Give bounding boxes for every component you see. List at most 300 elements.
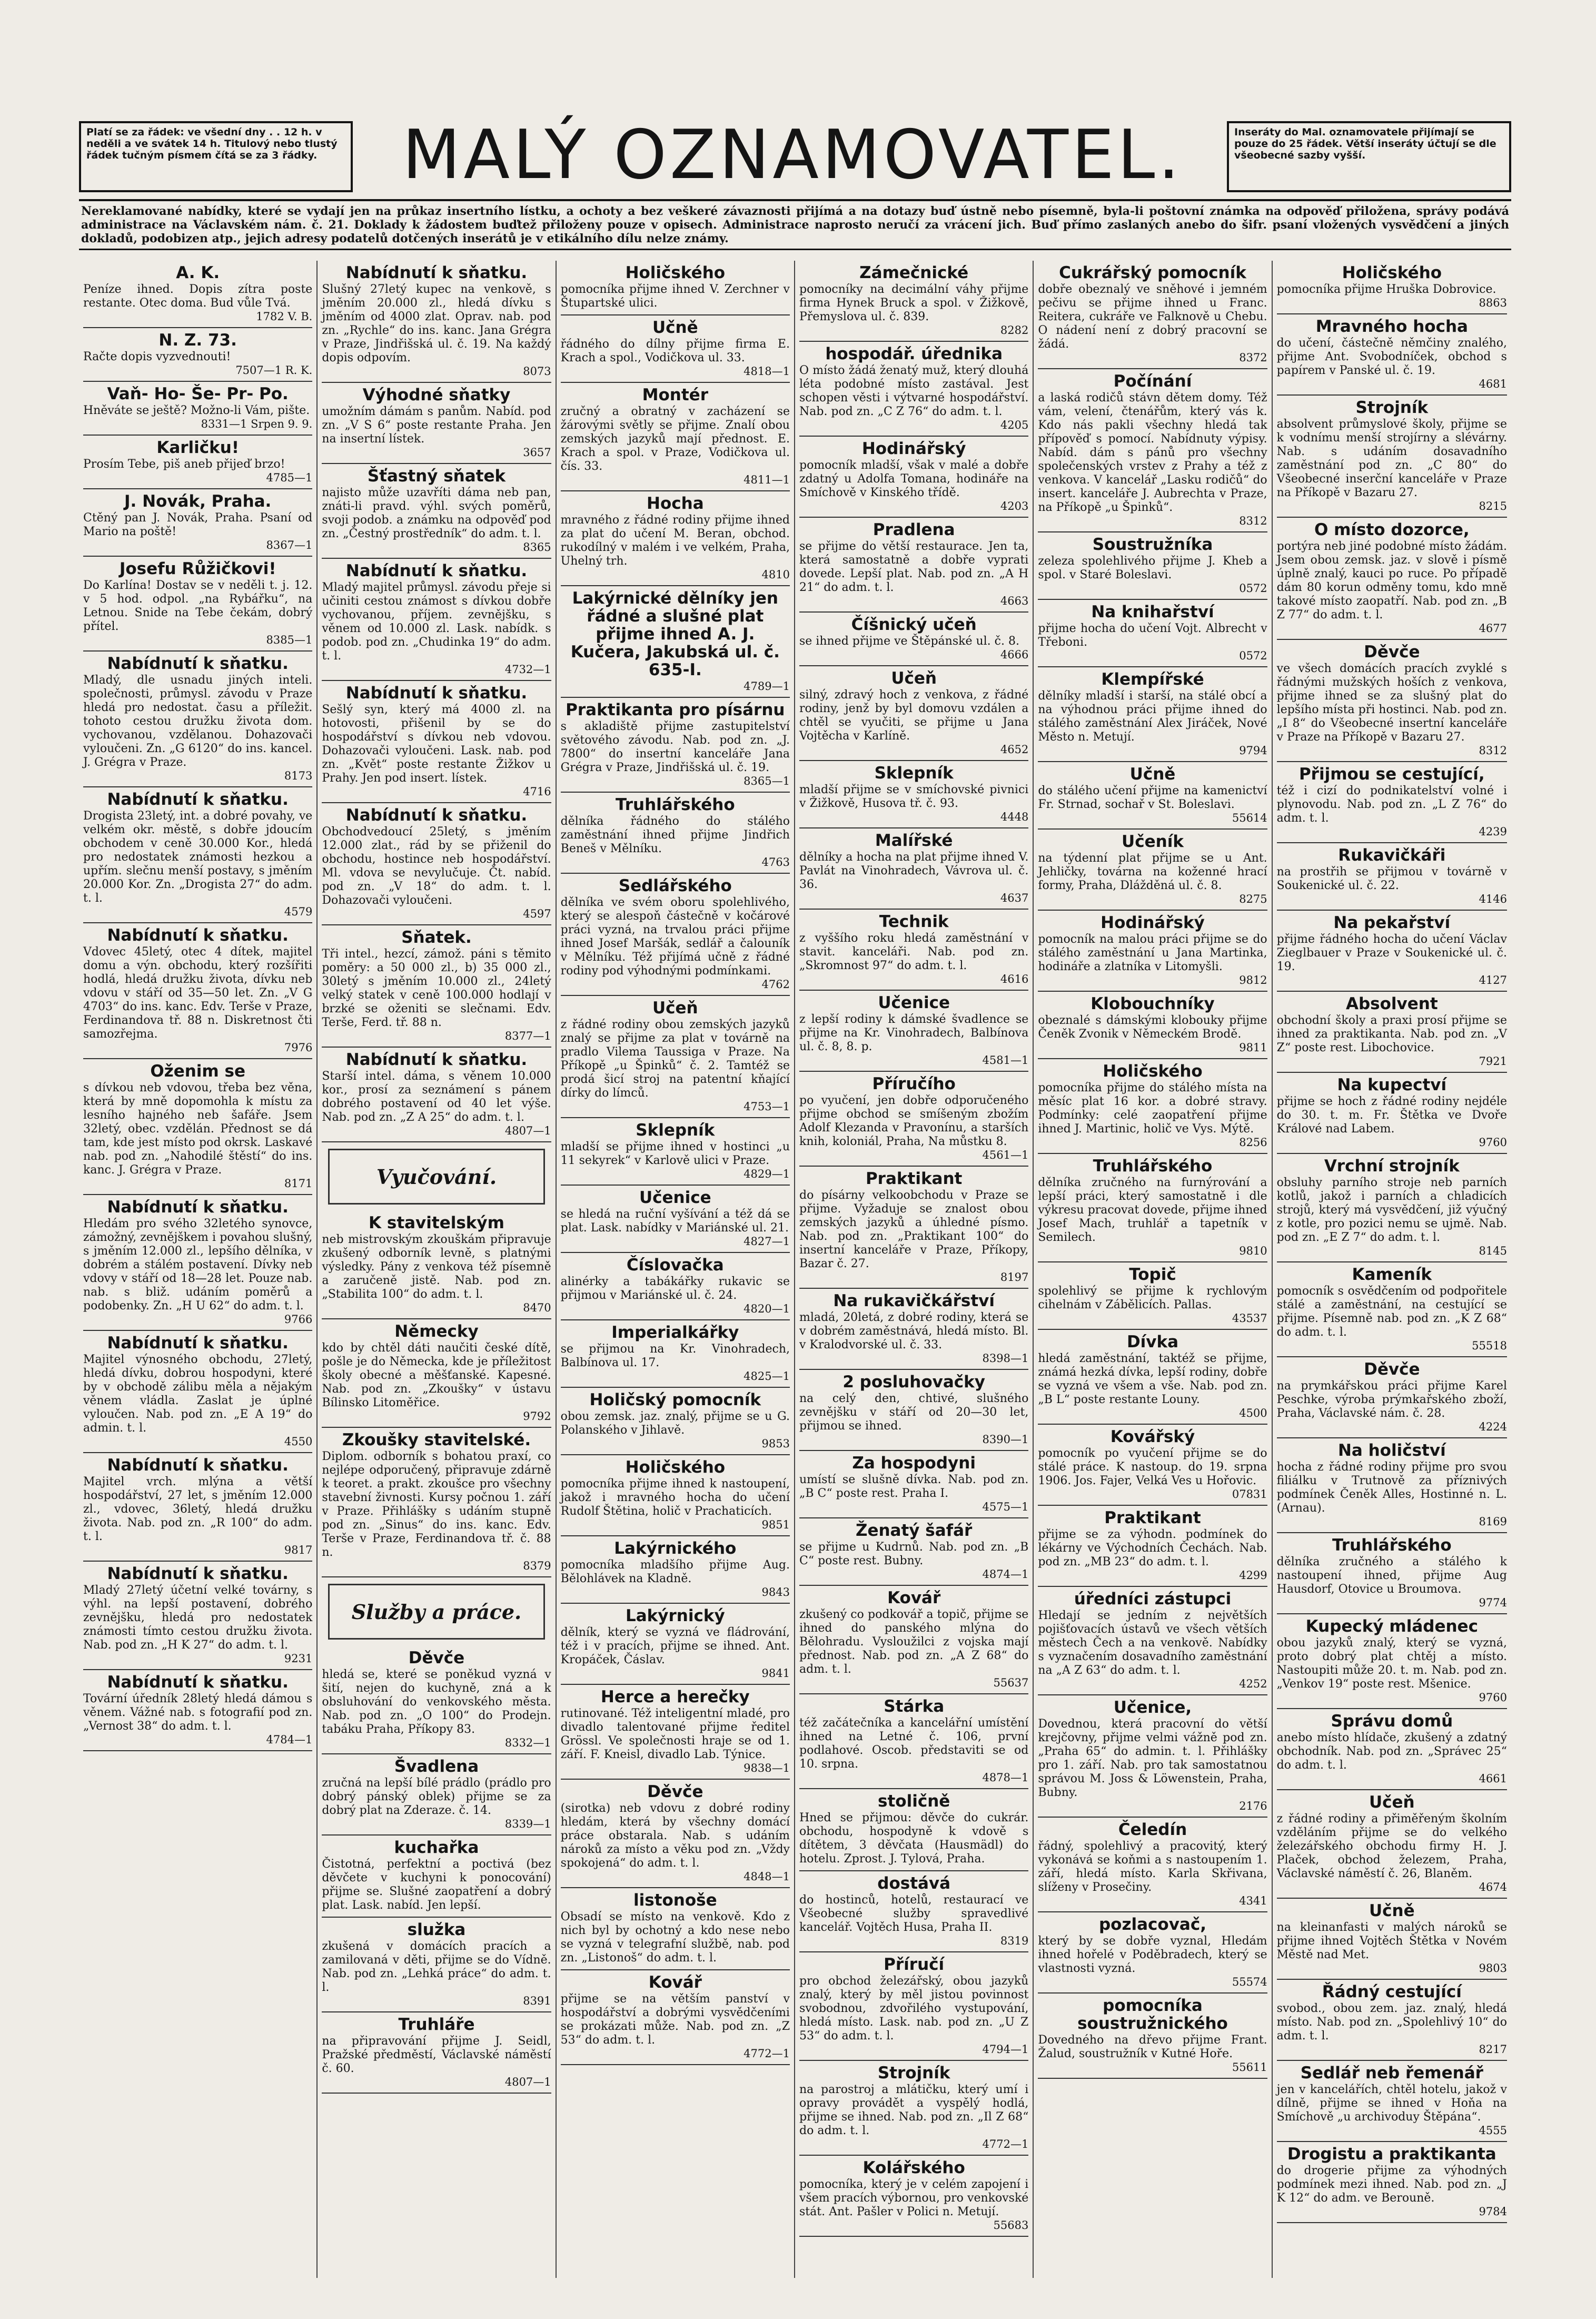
classified-ad xyxy=(322,803,551,925)
ad-heading: Imperialkářky xyxy=(611,1323,739,1342)
ad-reference: 8365 xyxy=(523,541,551,554)
ad-text: mladší přijme se v smíchovské pivnici v Žižkově, Husova tř. č. 93. xyxy=(799,783,1029,810)
classified-ad xyxy=(322,1211,551,1319)
ad-text: též i cizí do podnikatelství volné i plynovodu. Nab. pod zn. „L Z 76“ do adm. t. l. xyxy=(1276,784,1507,825)
ad-reference: 8282 xyxy=(1000,324,1029,337)
classified-ad xyxy=(83,557,312,652)
ad-text: na parostroj a mlátičku, který umí i opravy provádět a vyspělý hodlá, přijme se ihned. Nab. pod zn. „Il Z 68“ do adm. t. l. xyxy=(799,2083,1029,2137)
ad-reference: 4146 xyxy=(1479,893,1507,905)
ad-heading: Kupecký mládenec xyxy=(1305,1617,1478,1636)
ad-text: jen v kancelářích, chtěl hotelu, jakož v dílně, přijme se ihned v Hoňa na Smíchově „u archivoduy Štěpána“. xyxy=(1276,2083,1507,2124)
classified-ad xyxy=(322,1319,551,1428)
ad-heading: Na holičství xyxy=(1337,1441,1446,1460)
ad-text: na týdenní plat přijme se u Ant. Jehličky, továrna na koženné hrací formy, Praha, Dlážděná ul. č. 8. xyxy=(1038,852,1267,892)
ad-text: též začátečníka a kancelářní umístění ihned na Letné č. 106, první podlahové. Oscob. představiti se od 10. srpna. xyxy=(799,1716,1029,1771)
ad-reference: 8275 xyxy=(1239,893,1267,905)
classified-ad xyxy=(83,652,312,787)
ad-reference: 0572 xyxy=(1239,649,1267,662)
classified-ad xyxy=(561,1186,790,1253)
ad-text: pomocníka přijme ihned V. Zerchner v Štupartské ulici. xyxy=(560,283,790,310)
classified-ad xyxy=(1277,1790,1507,1899)
classified-ad xyxy=(1038,600,1267,667)
ad-reference: 55614 xyxy=(1232,812,1267,824)
ad-heading: stoličně xyxy=(878,1792,950,1811)
ad-heading: hospodář. úřednika xyxy=(825,344,1003,363)
ad-text: rutinované. Též inteligentní mladé, pro divadlo talentované přijme ředitel Grössl. Ve společnosti hraje se od 1. září. F. Kneisl, divadlo Lab. Týnice. xyxy=(560,1707,790,1761)
ad-heading: Učeň xyxy=(652,999,698,1018)
administration-notice: Nereklamované nabídky, které se vydají jen na průkaz insertního lístku, a ochoty a bez veškeré závaznosti přijímá a na dotazy buď ústně nebo písemně, byla-li poštovní známka na odpověď přiložena, správy podává administrace na Václavském nám. č. 21. Doklady k žádostem buďtež přiloženy pouze v opisech. Administrace naprosto neručí za vrácení jich. Buď přímo zaslaných anebo do šifr. psaní vložených vysvědčení a jiných dokladů, podobizen atp., jejich adresy podatelů dotčených inserátů je v etikálního dílu nelze známy. xyxy=(79,199,1511,250)
classified-ad xyxy=(1277,843,1507,911)
ad-heading: Praktikanta pro písárnu xyxy=(566,700,785,719)
ad-reference: 4772—1 xyxy=(744,2047,790,2060)
classified-ad xyxy=(799,1167,1028,1289)
classified-ad xyxy=(83,1562,312,1670)
ad-heading: 2 posluhovačky xyxy=(842,1373,986,1392)
classified-ad xyxy=(561,1888,790,1970)
classified-ad xyxy=(799,613,1028,666)
classified-ad xyxy=(1277,1980,1507,2061)
ad-reference: 4674 xyxy=(1479,1881,1507,1893)
classified-ad xyxy=(1038,1154,1267,1262)
ad-heading: Zkoušky stavitelské. xyxy=(342,1430,531,1449)
ad-text: se hledá na ruční vyšívání a též dá se plat. Lask. nabídky v Mariánské ul. 21. xyxy=(560,1208,790,1235)
ad-reference: 4785—1 xyxy=(266,471,313,484)
newspaper-page xyxy=(79,116,1511,2281)
ad-reference: 4772—1 xyxy=(982,2138,1029,2150)
ad-reference: 9853 xyxy=(761,1437,790,1450)
classified-ad xyxy=(561,491,790,586)
ad-text: zkušená v domácích pracích a zamilovaná v děti, přijme se do Vídně. Nab. pod zn. „Lehká práce“ do adm. t. l. xyxy=(322,1940,551,1994)
ad-reference: 4661 xyxy=(1479,1772,1507,1785)
classified-ad xyxy=(83,382,312,436)
ad-heading: Nabídnutí k sňatku. xyxy=(107,1673,289,1692)
ad-heading: Učenice, xyxy=(1113,1698,1192,1717)
ad-heading: Praktikant xyxy=(1104,1508,1201,1527)
ad-text: pomocníky na decimální váhy přijme firma Hynek Bruck a spol. v Žižkově, Přemyslova ul. č. 839. xyxy=(799,283,1029,323)
ad-reference: 4575—1 xyxy=(982,1501,1029,1513)
ad-reference: 4666 xyxy=(1000,648,1029,661)
ad-heading: Stárka xyxy=(884,1697,945,1716)
classified-ad xyxy=(799,761,1028,828)
classified-ad xyxy=(561,1455,790,1536)
ad-text: Obsadí se místo na venkově. Kdo z nich byl by ochotný a kdo nese nebo se vyzná v telegrafní službě, nab. pod zn. „Listonoš“ do adm. t. l. xyxy=(560,1910,790,1965)
ad-heading: Učeň xyxy=(891,669,937,688)
ad-text: Peníze ihned. Dopis zítra poste restante. Otec doma. Bud vůle Tvá. xyxy=(83,283,313,310)
ad-heading: K stavitelským xyxy=(369,1213,504,1232)
ad-heading: Nabídnutí k sňatku. xyxy=(107,1334,289,1353)
classified-ad xyxy=(83,1670,312,1751)
ad-heading: Karličku! xyxy=(156,438,239,457)
classified-ad xyxy=(1277,1073,1507,1154)
ad-text: z lepší rodiny k dámské švadlence se přijme na Kr. Vinohradech, Balbínova ul. č. 8, 8. p. xyxy=(799,1013,1029,1053)
ad-text: Mladý 27letý účetní velké továrny, s výhl. na lepší postavení, dobrého zevnějšku, hledá pro nedostatek známosti tímto cestou družku života. Nab. pod zn. „H K 27“ do adm. t. l. xyxy=(83,1584,313,1652)
ad-text: dělníka zručného na furnýrování a lepší práci, který samostatně i dle výkresu pracovat dovede, přijme ihned Josef Mach, truhlář a tapetník v Semilech. xyxy=(1038,1176,1267,1244)
ad-heading: Holičského xyxy=(625,263,726,282)
ad-text: na připravování přijme J. Seidl, Pražské předměstí, Václavské náměstí č. 60. xyxy=(322,2035,551,2075)
ad-heading: Malířské xyxy=(875,831,953,850)
classified-ad xyxy=(799,1694,1028,1789)
classified-ad xyxy=(1038,830,1267,911)
ad-reference: 9766 xyxy=(284,1313,313,1326)
ad-reference: 4784—1 xyxy=(266,1733,313,1746)
ad-reference: 4252 xyxy=(1239,1677,1267,1690)
ad-text: na prymkářskou práci přijme Karel Peschke, výroba prýmkařského zboží, Praha, Václavské nám. č. 28. xyxy=(1276,1379,1507,1420)
classified-ad xyxy=(799,2156,1028,2237)
ad-text: mladá, 20letá, z dobré rodiny, která se v dobrém zaměstnává, hledá místo. Bl. v Kralodvorské ul. č. 33. xyxy=(799,1311,1029,1351)
pricing-box: Platí se za řádek: ve všední dny . . 12 h. v neděli a ve svátek 14 h. Titulový nebo tlustý řádek tučným písmem čítá se za 3 řádky. xyxy=(79,121,353,192)
ad-heading: Nabídnutí k sňatku. xyxy=(345,806,528,825)
ad-heading: Sklepník xyxy=(874,764,954,783)
classified-ad xyxy=(1038,667,1267,762)
classified-ad xyxy=(1277,518,1507,640)
ad-text: hledá zaměstnání, taktéž se přijme, známá hezká dívka, lepší rodiny, dobře se vyzná ve všem a vše. Nab. pod zn. „B L“ poste restante Louny. xyxy=(1038,1352,1267,1406)
ad-text: se ihned přijme ve Štěpánské ul. č. 8. xyxy=(799,635,1019,648)
classified-ad xyxy=(1277,396,1507,518)
classified-ad xyxy=(322,925,551,1048)
ad-reference: 8398—1 xyxy=(982,1352,1029,1365)
ad-reference: 4762 xyxy=(761,978,790,991)
ad-heading: Sedlář neb řemenář xyxy=(1300,2064,1483,2083)
ad-reference: 4878—1 xyxy=(982,1771,1029,1784)
ad-reference: 8169 xyxy=(1479,1515,1507,1528)
classified-ad xyxy=(799,666,1028,761)
ad-text: pomocníka přijme Hruška Dobrovice. xyxy=(1276,283,1496,296)
ad-column xyxy=(1273,261,1511,2278)
ad-heading: Učeník xyxy=(1122,832,1184,851)
classified-ad xyxy=(1038,1912,1267,1994)
ad-heading: Sedlářského xyxy=(618,876,732,895)
ad-heading: Učně xyxy=(652,318,698,337)
ad-text: pro obchod železářský, obou jazyků znalý, který by měl jistou povinnost svobodnou, zdvořilého vystupování, hledá místo. Lask. nab. pod zn. „U Z 53“ do adm. t. l. xyxy=(799,1975,1029,2042)
classified-ad xyxy=(1038,1330,1267,1425)
ad-reference: 8145 xyxy=(1479,1245,1507,1257)
ad-text: dělník, který se vyzná ve fládrování, též i v pracích, přijme se ihned. Ant. Kropáček, Čáslav. xyxy=(560,1626,790,1666)
ad-text: řádný, spolehlivý a pracovitý, který vykonává se koňmi a s nastoupením 1. září, hledá místo. Karla Skřivana, slíženy v Prosečiny. xyxy=(1038,1840,1267,1894)
ad-text: se přijme do větší restaurace. Jen ta, která samostatně a dobře vyprati dovede. Lepší plat. Nab. pod zn. „A H 21“ do adm. t. l. xyxy=(799,540,1029,594)
ad-heading: listonoše xyxy=(633,1891,717,1910)
ad-reference: 9803 xyxy=(1479,1962,1507,1975)
ad-text: s dívkou neb vdovou, třeba bez věna, která by mně dopomohla k místu za lesního hajného neb šafáře. Jsem 32letý, obec. vzdělán. Přednost se dá tam, kde jest místo pod okrsk. Laskavé nab. pod zn. „Nahodilé štěstí“ do ins. kanc. J. Grégra v Praze. xyxy=(83,1081,313,1177)
ad-text: Majitel výnosného obchodu, 27letý, hledá dívku, dobrou hospodyni, které by v obchodě zálibu měla a nějakým věnem vládla. Zaslat je úplné vyloučen. Nab. pod zn. „E A 19“ do admin. t. l. xyxy=(83,1353,313,1435)
ad-text: dělníky mladší i starší, na stálé obcí a na výhodnou práci přijme ihned do stálého zaměstnání Alex Jiráček, Nové Město n. Metují. xyxy=(1038,689,1267,744)
ad-reference: 4874—1 xyxy=(982,1568,1029,1581)
classified-ad xyxy=(1038,1818,1267,1912)
classified-ad xyxy=(1277,762,1507,843)
classified-ad xyxy=(799,1789,1028,1871)
classified-ad xyxy=(799,910,1028,991)
classified-ad xyxy=(799,1952,1028,2061)
ad-heading: Na pekařství xyxy=(1333,913,1451,932)
ad-column xyxy=(795,261,1034,2278)
ad-reference: 9817 xyxy=(284,1544,313,1556)
ad-reference: 8470 xyxy=(523,1301,551,1314)
ad-heading: Nabídnutí k sňatku. xyxy=(107,1456,289,1475)
classified-ad xyxy=(1277,1533,1507,1614)
ad-text: absolvent průmyslové školy, přijme se k vodnímu menší strojírny a slévárny. Nab. s udáním dosavadního zaměstnání pod zn. „C 80“ do Všeobecné inserční kanceláře v Praze na Příkopě v Bazaru 27. xyxy=(1276,418,1507,499)
ad-heading: Hodinářský xyxy=(861,439,966,458)
ad-reference: 4597 xyxy=(523,907,551,920)
ad-reference: 8365—1 xyxy=(744,775,790,787)
classified-ad xyxy=(561,874,790,996)
classified-ad xyxy=(83,1195,312,1331)
ad-reference: 55574 xyxy=(1232,1976,1267,1988)
classified-ad xyxy=(1277,1357,1507,1438)
classified-ad xyxy=(561,1388,790,1455)
classified-ad xyxy=(1277,2061,1507,2142)
ad-heading: Holičského xyxy=(1342,263,1442,282)
ad-heading: Nabídnutí k sňatku. xyxy=(345,1050,528,1069)
ad-reference: 8332—1 xyxy=(504,1736,551,1749)
ad-text: pomocník po vyučení přijme se do stálé práce. K nastoup. do 19. srpna 1906. Jos. Fajer, Velká Ves u Hořovic. xyxy=(1038,1447,1267,1487)
ad-text: dělníka řádného do stálého zaměstnání ihned přijme Jindřich Beneš v Mělníku. xyxy=(560,815,790,855)
classified-ad xyxy=(561,1320,790,1388)
ad-text: z řádné rodiny obou zemských jazyků znalý se přijme za plat v továrně na pradlo Vilema Taussiga v Praze. Na Příkopě „u Špinků“ č. 2. Tamtéž se prodá šicí stroj na patentní kňající dírky do límců. xyxy=(560,1018,790,1100)
ad-heading: Drogistu a praktikanta xyxy=(1287,2145,1496,2164)
classified-ad xyxy=(561,1604,790,1685)
classified-ad xyxy=(1277,911,1507,992)
ad-heading: Kovář xyxy=(648,1973,702,1992)
ad-text: Tovární úředník 28letý hledá dámou s věnem. Vážné nab. s fotografií pod zn. „Vernost 38“ do adm. t. l. xyxy=(83,1692,313,1733)
classified-ad xyxy=(83,787,312,923)
ad-heading: Na knihařství xyxy=(1091,603,1214,621)
ad-heading: Německy xyxy=(394,1322,479,1341)
ad-heading: Praktikant xyxy=(865,1169,963,1188)
ad-text: Diplom. odborník s bohatou praxí, co nejlépe odporučený, připravuje zdárně k teoret. a prakt. zkoušce pro všechny stavební živnosti. Kursy počnou 1. září v Praze. Přihlášky s udáním stupně pod zn. „Sinus“ do ins. kanc. Edv. Terše v Praze, Ferdinandova tř. č. 88 n. xyxy=(322,1450,551,1559)
ad-reference: 4550 xyxy=(284,1435,313,1448)
ad-reference: 4224 xyxy=(1479,1420,1507,1433)
classified-ad xyxy=(322,559,551,681)
ad-text: Obchodvedoucí 25letý, s jměním 12.000 zlat., rád by se přiženil do obchodu, hostince neb hospodářství. Ml. vdova se nevylučuje. Čt. nabíd. pod zn. „V 18“ do adm. t. l. Dohazovači vyloučeni. xyxy=(322,825,551,907)
ad-reference: 4827—1 xyxy=(744,1235,790,1248)
ad-text: obou jazyků znalý, který se vyzná, proto dobrý plat chtěj a místo. Nastoupiti může 20. t. m. Nab. pod zn. „Venkov 19“ poste rest. Mšenice. xyxy=(1276,1636,1507,1691)
ad-reference: 7976 xyxy=(284,1041,313,1054)
ad-heading: Učenice xyxy=(639,1188,711,1207)
ad-heading: Truhlářského xyxy=(616,795,735,814)
ad-reference: 4807—1 xyxy=(504,1124,551,1137)
ad-text: řádného do dílny přijme firma E. Krach a spol., Vodičkova ul. 33. xyxy=(560,338,790,364)
ad-text: přijme se na větším panství v hospodářství a dobrými vysvědčeními se prokázati může. Nab. pod zn. „Z 53“ do adm. t. l. xyxy=(560,1992,790,2047)
section-heading: Služby a práce. xyxy=(328,1584,544,1640)
ad-reference: 4807—1 xyxy=(504,2076,551,2088)
ad-heading: Učenice xyxy=(878,993,950,1012)
ad-text: pomocníka, který je v celém zapojení i všem pracích výbornou, pro venkovské stát. Ant. Pašler v Polici n. Metují. xyxy=(799,2178,1029,2218)
classified-ad xyxy=(561,996,790,1118)
ad-heading: Děvče xyxy=(1364,1360,1420,1379)
ad-reference: 4637 xyxy=(1000,892,1029,904)
ad-reference: 4663 xyxy=(1000,595,1029,607)
classified-ad xyxy=(1277,1262,1507,1357)
ad-text: Hned se přijmou: děvče do cukrár. obchodu, hospodyně k vdově s dítětem, 3 děvčata (Hausmädl) do hotelu. Zprost. J. Tylová, Praha. xyxy=(799,1811,1029,1866)
ad-text: pomocníka přijme do stálého místa na měsíc plat 16 kor. a dobré stravy. Podmínky: celé zaopatření přijme ihned J. Martinic, holič ve Vys. Mýtě. xyxy=(1038,1081,1267,1136)
ad-heading: Kovářský xyxy=(1110,1427,1195,1446)
classified-ad xyxy=(561,383,790,491)
ad-heading: Nabídnutí k sňatku. xyxy=(107,1564,289,1583)
ad-reference: 8372 xyxy=(1239,351,1267,364)
ad-text: z vyššího roku hledá zaměstnání v stavit. kanceláři. Nab. pod zn. „Skromnost 97“ do adm. t. l. xyxy=(799,932,1029,972)
ad-text: dělníky a hocha na plat přijme ihned V. Pavlát na Vinohradech, Vávrova ul. č. 36. xyxy=(799,851,1029,891)
classified-ad xyxy=(1277,1709,1507,1790)
ad-column xyxy=(557,261,795,2278)
classified-ad xyxy=(561,315,790,383)
classified-ad xyxy=(1277,2142,1507,2223)
ad-heading: Dívka xyxy=(1126,1333,1179,1351)
ad-text: alinérky a tabákářky rukavic se přijmou v Mariánské ul. č. 24. xyxy=(560,1275,790,1302)
ad-text: najisto může uzavříti dáma neb pan, znáti-li pravd. výhl. svých poměrů, svoji podob. a známku na odpověď pod zn. „Čestný prostředník“ do adm. t. l. xyxy=(322,486,551,540)
page-title: MALÝ OZNAMOVATEL. xyxy=(402,116,1183,194)
ad-text: Dovednou, která pracovní do větší krejčovny, přijme velmi vážně pod zn. „Praha 65“ do admin. t. l. Přihlášky pro 1. září. Nab. pro tak samostatnou správou M. Joss & Löwenstein, Praha, Bubny. xyxy=(1038,1718,1267,1799)
ad-reference: 4579 xyxy=(284,905,313,918)
ad-text: Dovedného na dřevo přijme Frant. Žalud, soustružník v Kutné Hoře. xyxy=(1038,2034,1267,2060)
classified-ad xyxy=(561,698,790,793)
ad-text: na kleinanfasti v malých nároků se přijme ihned Vojtěch Štětka v Novém Městě nad Met. xyxy=(1276,1921,1507,1961)
ad-reference: 4732—1 xyxy=(504,663,551,676)
ad-reference: 4127 xyxy=(1479,974,1507,986)
ad-reference: 8312 xyxy=(1239,515,1267,527)
ad-text: O místo žádá ženatý muž, který dlouhá léta podobné místo zastával. Jest schopen věsti i výtvarné hospodářství. Nab. pod zn. „C Z 76“ do adm. t. l. xyxy=(799,364,1029,418)
classified-ad xyxy=(799,991,1028,1072)
ad-reference: 9784 xyxy=(1479,2205,1507,2218)
ad-reference: 1782 V. B. xyxy=(256,310,313,323)
classified-ad xyxy=(322,1646,551,1754)
ad-text: hocha z řádné rodiny přijme pro svou filiálku v Trutnově za příznivých podmínek Čeněk Alles, Hostinné n. L. (Arnau). xyxy=(1276,1461,1507,1515)
ad-heading: Počínání xyxy=(1113,372,1192,391)
ad-text: mravného z řádné rodiny přijme ihned za plat do učení M. Beran, obchod. rukodílný v malém i ve velkém, Praha, Uhelný trh. xyxy=(560,514,790,568)
ad-reference: 4448 xyxy=(1000,811,1029,823)
ad-heading: A. K. xyxy=(176,263,220,282)
ad-heading: Kameník xyxy=(1352,1265,1432,1284)
classified-ad xyxy=(1038,1425,1267,1506)
ad-reference: 9760 xyxy=(1479,1691,1507,1704)
ad-heading: Učeň xyxy=(1369,1793,1415,1812)
ad-reference: 8215 xyxy=(1479,500,1507,512)
ad-heading: pozlacovač, xyxy=(1098,1915,1206,1934)
ad-heading: Ženatý šafář xyxy=(855,1521,973,1540)
ad-reference: 4681 xyxy=(1479,378,1507,390)
ad-text: přijme se za výhodn. podmínek do lékárny ve Východních Čechách. Nab. pod zn. „MB 23“ do adm. t. l. xyxy=(1038,1528,1267,1568)
classified-ad xyxy=(1038,1695,1267,1818)
ad-heading: služka xyxy=(407,1920,466,1939)
ad-text: pomocník na malou práci přijme se do stálého zaměstnání u Jana Martinka, hodináře a zlatníka v Litomyšli. xyxy=(1038,933,1267,973)
ad-reference: 4500 xyxy=(1239,1407,1267,1419)
ad-heading: Strojník xyxy=(1355,398,1429,417)
ad-text: Račte dopis vyzvednouti! xyxy=(83,350,231,363)
ad-text: Drogista 23letý, int. a dobré povahy, ve velkém okr. městě, s dobře jdoucím obchodem v ceně 30.000 Kor., hledá pro nedostatek známosti hezkou a upřím. slečnu menší postavy, s jměním 20.000 Kor. Zn. „Drogista 27“ do adm. t. l. xyxy=(83,810,313,905)
classified-ad xyxy=(1038,1994,1267,2079)
classified-ad xyxy=(799,1370,1028,1451)
ad-reference: 43537 xyxy=(1232,1312,1267,1325)
ad-text: Hněváte se ještě? Možno-li Vám, pište. xyxy=(83,404,310,417)
ad-text: se přijmou na Kr. Vinohradech, Balbínova ul. 17. xyxy=(560,1343,790,1369)
ad-text: Hledám pro svého 32letého synovce, zámožný, zevnějškem i povahou slušný, s jměním 12.000 zl., lepšího dělníka, v dobrém a stálém postavení. Dívky neb vdovy v stáří od 18—28 let. Pouze nab. nab. s bliž. udáním poměrů a podobenky. Zn. „H U 62“ do adm. t. l. xyxy=(83,1217,313,1313)
classified-ad xyxy=(561,586,790,698)
ad-heading: Soustružníka xyxy=(1092,535,1213,554)
ad-text: kdo by chtěl dáti naučiti české dítě, pošle je do Německa, kde je příležitost školy obecné a měšťanské. Kapesné. Nab. pod zn. „Zkoušky“ v ústavu Bílinsko Litoměřice. xyxy=(322,1341,551,1409)
ad-heading: Montér xyxy=(642,386,708,404)
ad-text: anebo místo hlídače, zkušený a zdatný obchodník. Nab. pod zn. „Správec 25“ do adm. t. l. xyxy=(1276,1731,1507,1772)
classified-ad xyxy=(322,1428,551,1577)
ad-reference: 4205 xyxy=(1000,419,1029,431)
ad-text: s akladiště přijme zastupitelství světového závodu. Nab. pod zn. „J. 7800“ do insertní kanceláře Jana Grégra v Praze, Jindřišská ul. č. 19. xyxy=(560,720,790,774)
ad-heading: Nabídnutí k sňatku. xyxy=(107,1198,289,1217)
section-heading: Vyučování. xyxy=(328,1149,544,1205)
ad-reference: 8339—1 xyxy=(504,1818,551,1830)
ad-reference: 8379 xyxy=(523,1560,551,1572)
ad-heading: Truhlářského xyxy=(1332,1536,1452,1555)
ad-reference: 4203 xyxy=(1000,500,1029,512)
classified-ad xyxy=(322,1836,551,1918)
ad-heading: Výhodné sňatky xyxy=(362,386,511,404)
ad-text: zručná na lepší bílé prádlo (prádlo pro dobrý pánský oblek) přijme se za dobrý plat na Zderaze. č. 14. xyxy=(322,1777,551,1817)
ad-text: Tři intel., hezcí, zámož. páni s těmito poměry: a 50 000 zl., b) 35 000 zl., 30letý s jměním 10.000 zl., 24letý velký statek v ceně 100.000 hodlají v brzké se oženiti se slečnami. Edv. Terše, Ferd. tř. 88 n. xyxy=(322,948,551,1029)
ad-heading: pomocníka soustružnického xyxy=(1077,1996,1228,2033)
classified-ad xyxy=(83,923,312,1059)
ad-heading: Holičský pomocník xyxy=(589,1390,761,1409)
ad-text: Hledají se jedním z největších pojišťovacích ústavů ve všech větších městech Čech a na venkově. Nabídky s vyznačením dosavadního zaměstnání na „A Z 63“ do adm. t. l. xyxy=(1038,1609,1267,1677)
classified-ad xyxy=(322,2012,551,2094)
classified-ad xyxy=(561,1970,790,2065)
ad-heading: Absolvent xyxy=(1345,994,1438,1013)
classified-ad xyxy=(561,1536,790,1604)
ad-heading: Truhlářského xyxy=(1093,1157,1213,1176)
ad-heading: Sňatek. xyxy=(401,928,472,947)
ad-text: hledá se, které se poněkud vyzná v šití, nejen do kuchyně, zná a k obsluhování do venkovského města. Nab. pod zn. „O 100“ do Prodejn. tabáku Praha, Příkopy 83. xyxy=(322,1668,551,1736)
ad-heading: Nabídnutí k sňatku. xyxy=(345,561,528,580)
ad-text: Sešlý syn, který má 4000 zl. na hotovosti, přišenil by se do hospodářství s dívkou neb vdovou. Dohazovači vyloučeni. Lask. nab. pod zn. „Květ“ poste restante Žižkov u Prahy. Jen pod insert. lístek. xyxy=(322,703,551,785)
ad-text: do písárny velkoobchodu v Praze se přijme. Vyžaduje se znalost obou zemských jazyků a úhledné písmo. Nab. pod zn. „Praktikant 100“ do insertní kanceláře v Praze, Příkopy, Bazar č. 27. xyxy=(799,1189,1029,1270)
ad-reference: 8377—1 xyxy=(504,1030,551,1042)
ad-reference: 4753—1 xyxy=(744,1100,790,1113)
ad-reference: 9231 xyxy=(284,1652,313,1665)
classified-ad xyxy=(322,464,551,559)
ad-reference: 4581—1 xyxy=(982,1054,1029,1067)
ad-heading: Příručího xyxy=(872,1074,956,1093)
ad-text: do stálého učení přijme na kamenictví Fr. Strnad, sochař v St. Boleslavi. xyxy=(1038,784,1267,811)
classified-ad xyxy=(1038,1059,1267,1154)
ad-heading: Číslovačka xyxy=(626,1256,724,1275)
classified-ad xyxy=(1038,992,1267,1059)
ad-text: do hostinců, hotelů, restaurací ve Všeobecné služby spravedlivé kancelář. Vojtěch Husa, Praha II. xyxy=(799,1893,1029,1934)
classified-ad xyxy=(322,261,551,383)
ad-heading: dostává xyxy=(877,1874,951,1893)
ad-heading: O místo dozorce, xyxy=(1314,520,1470,539)
ad-heading: Čeledín xyxy=(1118,1820,1187,1839)
ad-text: spolehlivý se přijme k rychlovým cihelnám v Zábělicích. Pallas. xyxy=(1038,1285,1267,1311)
classified-ad xyxy=(322,383,551,464)
classified-ad xyxy=(1038,1262,1267,1330)
ad-heading: Učně xyxy=(1129,765,1176,784)
classified-ad xyxy=(561,793,790,874)
ad-heading: Vrchní strojník xyxy=(1324,1157,1460,1176)
ad-text: obsluhy parního stroje neb parních kotlů, jakož i parních a chladicích strojů, který má vysvědčení, již výučný z kotle, pro pozici nemu se ujmě. Nab. pod zn. „E Z 7“ do adm. t. l. xyxy=(1276,1176,1507,1244)
ad-reference: 4789—1 xyxy=(744,680,790,693)
ad-heading: Zámečnické xyxy=(859,263,969,282)
classified-ad xyxy=(1038,532,1267,600)
classified-ad xyxy=(561,1253,790,1320)
ad-reference: 8331—1 Srpen 9. 9. xyxy=(201,418,313,430)
ad-reference: 4794—1 xyxy=(982,2043,1029,2056)
ad-heading: Technik xyxy=(879,912,949,931)
ad-heading: Vaň- Ho- Še- Pr- Po. xyxy=(107,384,289,403)
ad-text: zkušený co podkovář a topič, přijme se ihned do panského mlýna do Bělohradu. Vysloužilci z vojska mají přednost. Nab. pod zn. „A Z 68“ do adm. t. l. xyxy=(799,1608,1029,1676)
ad-reference: 9812 xyxy=(1239,974,1267,986)
ad-reference: 9811 xyxy=(1239,1041,1267,1054)
ad-text: umístí se slušně dívka. Nab. pod zn. „B C“ poste rest. Praha I. xyxy=(799,1473,1029,1500)
classified-ad xyxy=(799,342,1028,437)
classified-ad xyxy=(1277,640,1507,762)
ad-text: na celý den, chtivé, slušného zevnějšku v stáří od 20—30 let, přijmou se ihned. xyxy=(799,1392,1029,1433)
ad-reference: 4341 xyxy=(1239,1894,1267,1907)
classified-ad xyxy=(1038,1506,1267,1587)
